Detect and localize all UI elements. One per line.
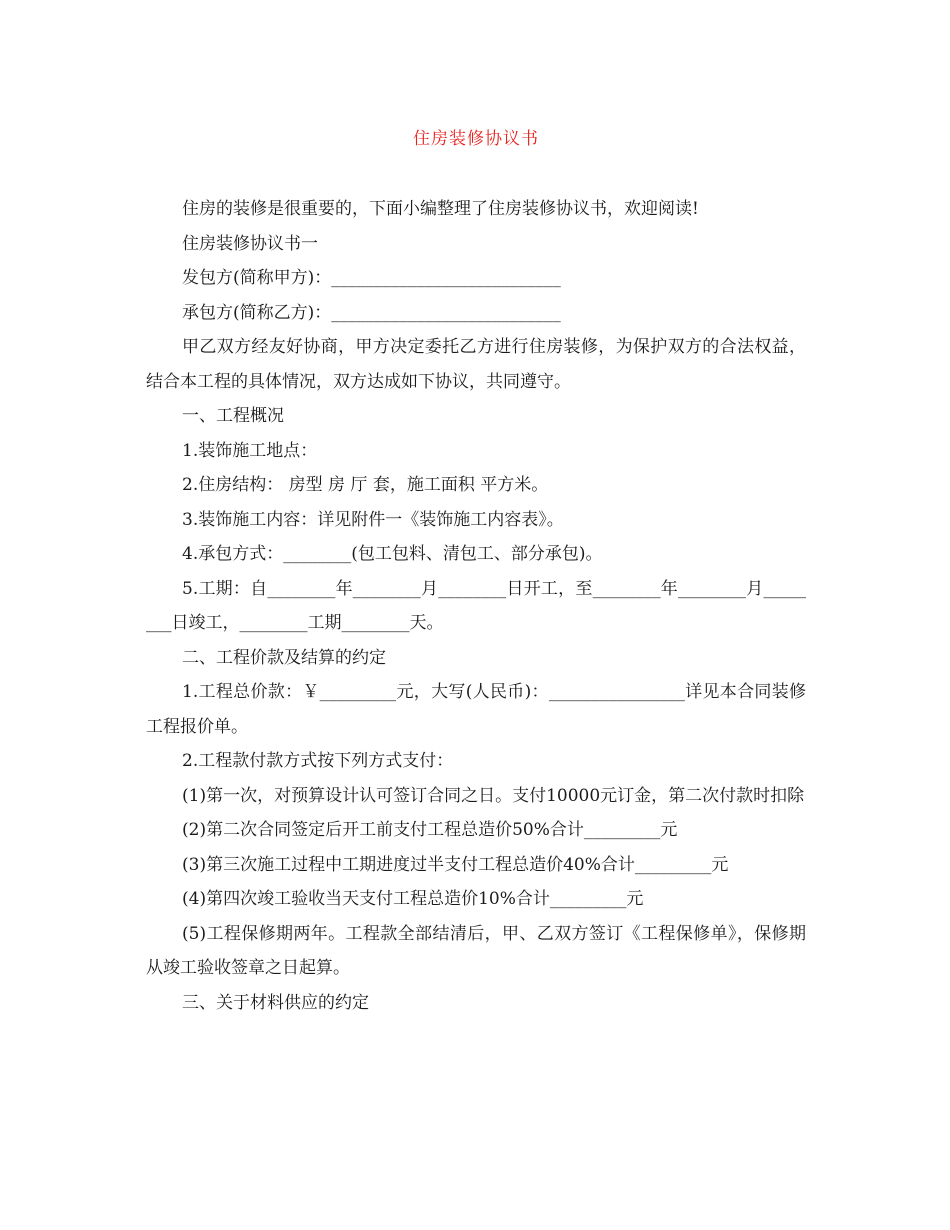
paragraph-subtitle: 住房装修协议书一 (182, 233, 318, 254)
payment-item-3: (3)第三次施工过程中工期进度过半支付工程总造价40%合计_________元 (182, 854, 729, 875)
document-body (146, 192, 806, 1020)
section-heading-2: 二、工程价款及结算的约定 (182, 647, 386, 668)
payment-item-5: (5)工程保修期两年。工程款全部结清后，甲、乙双方签订《工程保修单》，保修期从竣工验收签章之日起算。 (146, 923, 806, 978)
paragraph-preamble: 甲乙双方经友好协商，甲方决定委托乙方进行住房装修，为保护双方的合法权益，结合本工程的具体情况，双方达成如下协议，共同遵守。 (146, 337, 806, 392)
clause-1-2: 2.住房结构： 房型 房 厅 套，施工面积 平方米。 (182, 475, 549, 495)
paragraph-intro: 住房的装修是很重要的，下面小编整理了住房装修协议书，欢迎阅读! (182, 199, 699, 219)
clause-1-1: 1.装饰施工地点： (182, 440, 318, 461)
payment-item-1: (1)第一次，对预算设计认可签订合同之日。支付10000元订金，第二次付款时扣除 (182, 785, 805, 806)
clause-1-5: 5.工期：自________年________月________日开工，至________年________月________日竣工，________工期________天。 (146, 578, 806, 633)
clause-1-4: 4.承包方式：________(包工包料、清包工、部分承包)。 (182, 544, 603, 564)
payment-item-2: (2)第二次合同签定后开工前支付工程总造价50%合计_________元 (182, 820, 678, 840)
clause-2-2: 2.工程款付款方式按下列方式支付： (182, 751, 454, 771)
paragraph-party-b: 承包方(简称乙方)：___________________________ (182, 302, 561, 323)
section-heading-1: 一、工程概况 (182, 406, 284, 426)
payment-item-4: (4)第四次竣工验收当天支付工程总造价10%合计_________元 (182, 889, 644, 909)
paragraph-party-a: 发包方(简称甲方)：___________________________ (182, 268, 561, 288)
clause-2-1: 1.工程总价款：￥_________元，大写(人民币)：________________详见本合同装修工程报价单。 (146, 682, 806, 737)
section-heading-3: 三、关于材料供应的约定 (182, 992, 369, 1013)
clause-1-3: 3.装饰施工内容：详见附件一《装饰施工内容表》。 (182, 509, 564, 530)
document-title: 住房装修协议书 (413, 129, 539, 149)
